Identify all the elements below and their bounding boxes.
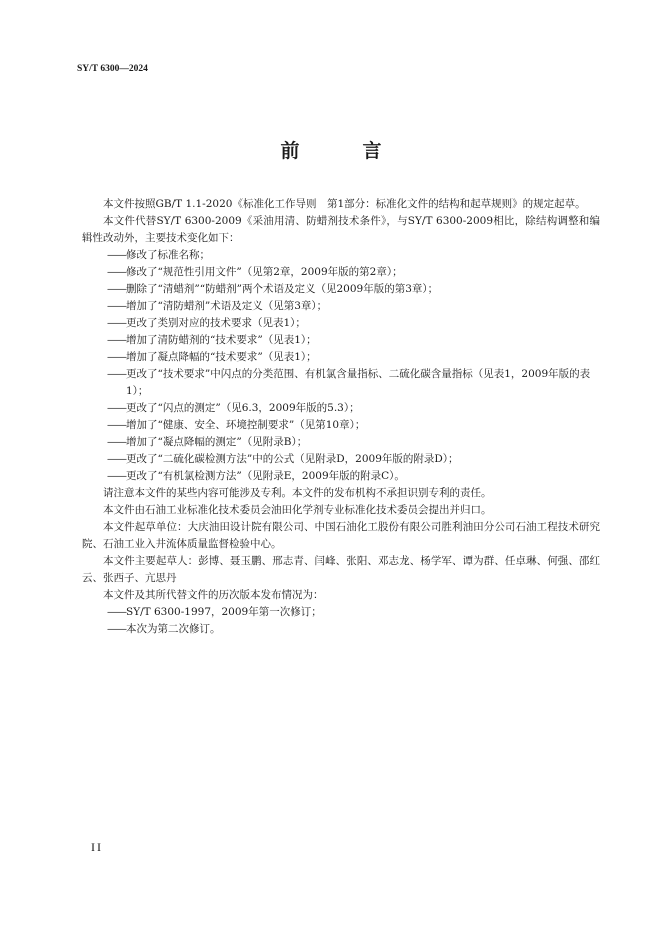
list-item: —— 增加了“清防蜡剂”术语及定义（见第3章）； (82, 298, 600, 315)
list-item: —— 删除了“清蜡剂”“防蜡剂”两个术语及定义（见2009年版的第3章）； (82, 281, 600, 298)
list-item: —— 修改了标准名称； (82, 247, 600, 264)
list-item: —— 更改了“二硫化碳检测方法”中的公式（见附录D，2009年版的附录D）； (82, 451, 600, 468)
list-item: —— 更改了“技术要求”中闪点的分类范围、有机氯含量指标、二硫化碳含量指标（见表1，2009年版的表1）； (82, 366, 600, 400)
paragraph-version-history: 本文件及其所代替文件的历次版本发布情况为： (103, 589, 324, 601)
foreword-body (82, 196, 600, 638)
paragraph-drafting-rule: 本文件按照GB/T 1.1-2020《标准化工作导则 第1部分：标准化文件的结构和起草规则》的规定起草。 (103, 198, 586, 210)
page-number: II (91, 840, 103, 854)
paragraph-replacement: 本文件代替SY/T 6300-2009《采油用清、防蜡剂技术条件》，与SY/T 6300-2009相比，除结构调整和编辑性改动外，主要技术变化如下： (82, 215, 600, 244)
dash-marker: —— (107, 470, 126, 482)
page-title: 前 言 (280, 140, 404, 162)
dash-marker: —— (107, 606, 126, 618)
list-item: —— 本次为第二次修订。 (82, 621, 600, 638)
dash-marker: —— (107, 368, 126, 380)
list-item: —— 更改了“闪点的测定”（见6.3，2009年版的5.3）； (82, 400, 600, 417)
dash-marker: —— (107, 300, 126, 312)
list-item: —— 增加了凝点降幅的“技术要求”（见表1）； (82, 349, 600, 366)
dash-marker: —— (107, 402, 126, 414)
list-item: —— 更改了类别对应的技术要求（见表1）； (82, 315, 600, 332)
paragraph-drafting-units: 本文件起草单位：大庆油田设计院有限公司、中国石油化工股份有限公司胜利油田分公司石油工程技术研究院、石油工业入井流体质量监督检验中心。 (82, 521, 600, 550)
dash-marker: —— (107, 317, 126, 329)
list-item: —— 更改了“有机氯检测方法”（见附录E，2009年版的附录C）。 (82, 468, 600, 485)
dash-marker: —— (107, 334, 126, 346)
list-item: —— 增加了“健康、安全、环境控制要求”（见第10章）； (82, 417, 600, 434)
list-item: —— SY/T 6300-1997，2009年第一次修订； (82, 604, 600, 621)
dash-marker: —— (107, 453, 126, 465)
dash-marker: —— (107, 623, 126, 635)
dash-marker: —— (107, 249, 126, 261)
dash-marker: —— (107, 351, 126, 363)
paragraph-patent-notice: 请注意本文件的某些内容可能涉及专利。本文件的发布机构不承担识别专利的责任。 (103, 487, 492, 499)
dash-marker: —— (107, 419, 126, 431)
list-item: —— 修改了“规范性引用文件”（见第2章，2009年版的第2章）； (82, 264, 600, 281)
dash-marker: —— (107, 266, 126, 278)
technical-changes-list (82, 247, 600, 485)
paragraph-proposer: 本文件由石油工业标准化技术委员会油田化学剂专业标准化技术委员会提出并归口。 (103, 504, 492, 516)
version-history-list (82, 604, 600, 638)
dash-marker: —— (107, 436, 126, 448)
list-item: —— 增加了清防蜡剂的“技术要求”（见表1）； (82, 332, 600, 349)
document-code: SY/T 6300—2024 (77, 64, 148, 74)
paragraph-drafters: 本文件主要起草人：彭博、聂玉鹏、邢志青、闫峰、张阳、邓志龙、杨学军、谭为群、任卓琳、何强、邵红云、张西子、亢思丹 (82, 555, 600, 584)
dash-marker: —— (107, 283, 126, 295)
list-item: —— 增加了“凝点降幅的测定”（见附录B）； (82, 434, 600, 451)
